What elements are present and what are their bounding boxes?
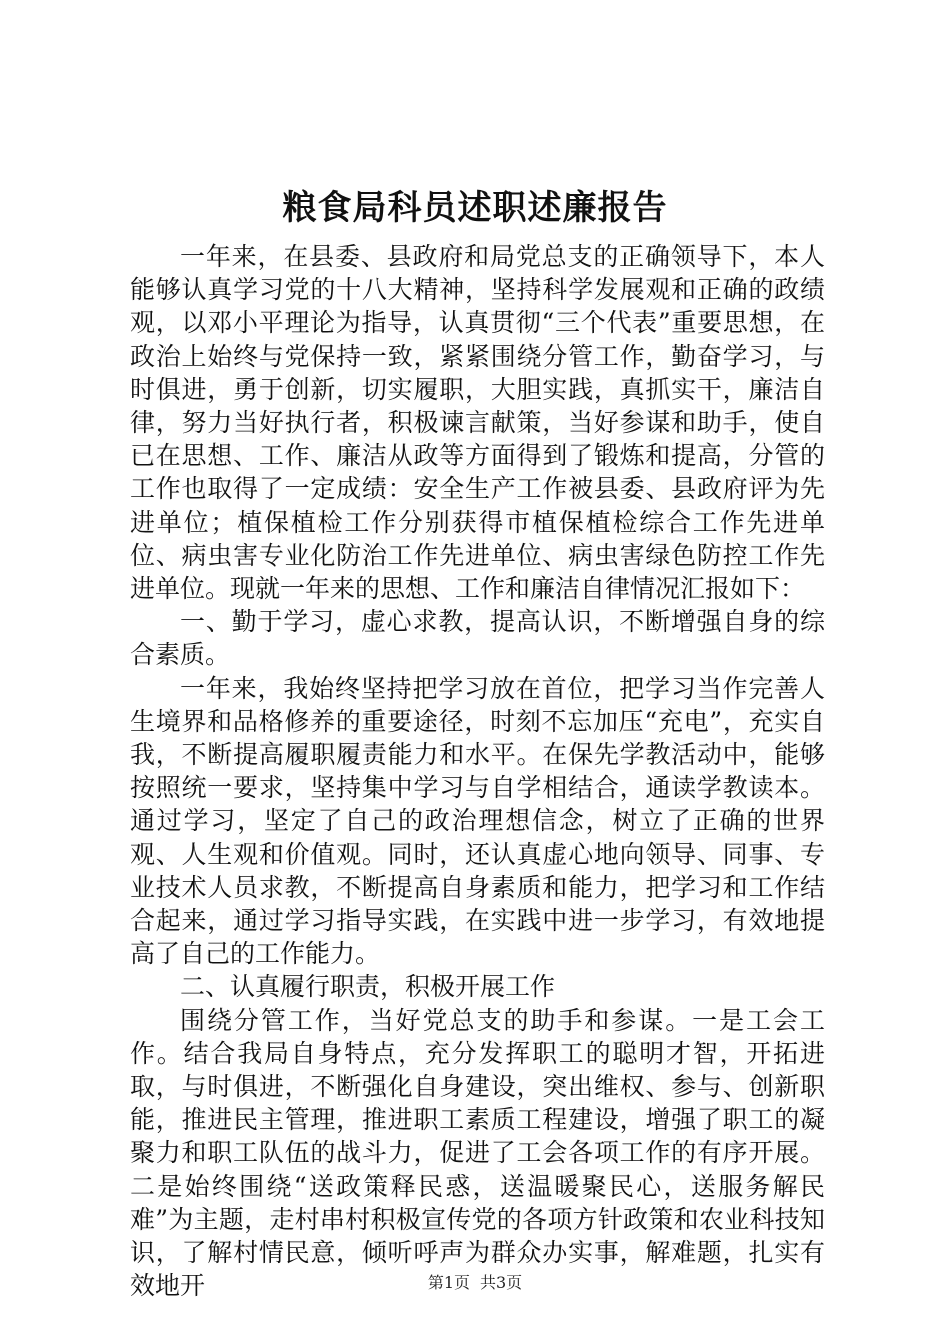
paragraph-intro: 一年来，在县委、县政府和局党总支的正确领导下，本人能够认真学习党的十八大精神，坚持科学发展观和正确的政绩观，以邓小平理论为指导，认真贯彻“三个代表”重要思想，在政治上始终与党保持一致，紧紧围绕分管工作，勤奋学习，与时俱进，勇于创新，切实履职，大胆实践，真抓实干，廉洁自律，努力当好执行者，积极谏言献策，当好参谋和助手，使自已在思想、工作、廉洁从政等方面得到了锻炼和提高，分管的工作也取得了一定成绩：安全生产工作被县委、县政府评为先进单位；植保植检工作分别获得市植保植检综合工作先进单位、病虫害专业化防治工作先进单位、病虫害绿色防控工作先进单位。现就一年来的思想、工作和廉洁自律情况汇报如下： (130, 242, 825, 604)
paragraph-study: 一年来，我始终坚持把学习放在首位，把学习当作完善人生境界和品格修养的重要途径，时刻不忘加压“充电”，充实自我，不断提高履职履责能力和水平。在保先学教活动中，能够按照统一要求，坚持集中学习与自学相结合，通读学教读本。通过学习，坚定了自己的政治理想信念，树立了正确的世界观、人生观和价值观。同时，还认真虚心地向领导、同事、专业技术人员求教，不断提高自身素质和能力，把学习和工作结合起来，通过学习指导实践，在实践中进一步学习，有效地提高了自己的工作能力。 (130, 673, 825, 969)
paragraph-duties: 围绕分管工作，当好党总支的助手和参谋。一是工会工作。结合我局自身特点，充分发挥职工的聪明才智，开拓进取，与时俱进，不断强化自身建设，突出维权、参与、创新职能，推进民主管理，推进职工素质工程建设，增强了职工的凝聚力和职工队伍的战斗力，促进了工会各项工作的有序开展。二是始终围绕“送政策释民惑，送温暖聚民心，送服务解民难”为主题，走村串村积极宣传党的各项方针政策和农业科技知识，了解村情民意，倾听呼声为群众办实事，解难题，扎实有效地开 (130, 1005, 825, 1301)
document-body (130, 240, 825, 1303)
section-heading-1: 一、勤于学习，虚心求教，提高认识，不断增强自身的综合素质。 (130, 607, 825, 670)
page-number-total: 共3页 (480, 1273, 523, 1292)
document-title: 粮食局科员述职述廉报告 (282, 188, 668, 228)
page-number-current: 第1页 (427, 1273, 470, 1292)
section-heading-2: 二、认真履行职责，积极开展工作 (180, 972, 556, 1002)
page-footer (0, 1273, 950, 1293)
